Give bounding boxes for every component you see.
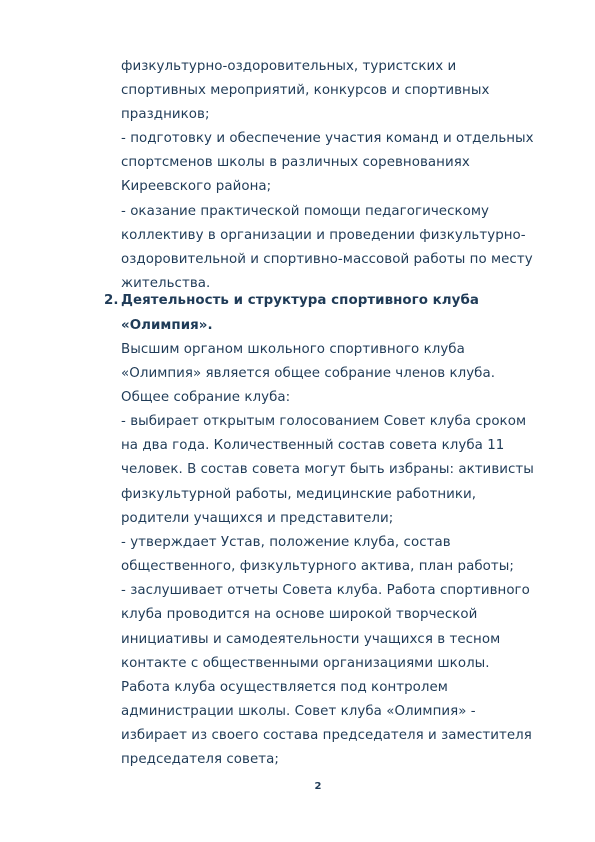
text-line: оздоровительной и спортивно-массовой работы по месту	[121, 252, 533, 267]
text-line: - утверждает Устав, положение клуба, состав	[121, 535, 451, 550]
text-line: - выбирает открытым голосованием Совет клуба сроком	[121, 414, 527, 429]
text-line: Высшим органом школьного спортивного клуба	[121, 342, 465, 357]
text-line: спортивных мероприятий, конкурсов и спортивных	[121, 83, 490, 98]
text-line: администрации школы. Совет клуба «Олимпия» -	[121, 704, 476, 719]
text-line: избирает из своего состава председателя и заместителя	[121, 728, 532, 743]
text-line: Работа клуба осуществляется под контролем	[121, 680, 448, 695]
text-line: - оказание практической помощи педагогическому	[121, 204, 490, 219]
text-line: - заслушивает отчеты Совета клуба. Работа спортивного	[121, 583, 530, 598]
text-line: жительства.	[121, 276, 211, 291]
text-line: на два года. Количественный состав совета клуба 11	[121, 438, 505, 453]
text-line: Киреевского района;	[121, 179, 272, 194]
section-number: 2.	[104, 293, 119, 308]
text-line: человек. В состав совета могут быть избраны: активисты	[121, 462, 534, 477]
text-line: физкультурной работы, медицинские работники,	[121, 487, 477, 502]
page-number: 2	[314, 781, 322, 792]
text-line: коллективу в организации и проведении физкультурно-	[121, 228, 526, 243]
text-line: физкультурно-оздоровительных, туристских и	[121, 59, 457, 74]
text-line: родители учащихся и представители;	[121, 511, 394, 526]
text-line: Общее собрание клуба:	[121, 390, 291, 405]
text-line: праздников;	[121, 107, 210, 122]
text-line: председателя совета;	[121, 752, 279, 767]
text-line: «Олимпия» является общее собрание членов клуба.	[121, 366, 496, 381]
text-line: - подготовку и обеспечение участия команд и отдельных	[121, 131, 534, 146]
text-line: клуба проводится на основе широкой творческой	[121, 607, 478, 622]
text-line: общественного, физкультурного актива, план работы;	[121, 559, 514, 574]
text-line: инициативы и самодеятельности учащихся в тесном	[121, 632, 501, 647]
section-heading: Деятельность и структура спортивного клуба	[121, 293, 479, 308]
text-line: контакте с общественными организациями школы.	[121, 656, 490, 671]
section-heading: «Олимпия».	[121, 318, 213, 333]
text-line: спортсменов школы в различных соревнованиях	[121, 155, 470, 170]
